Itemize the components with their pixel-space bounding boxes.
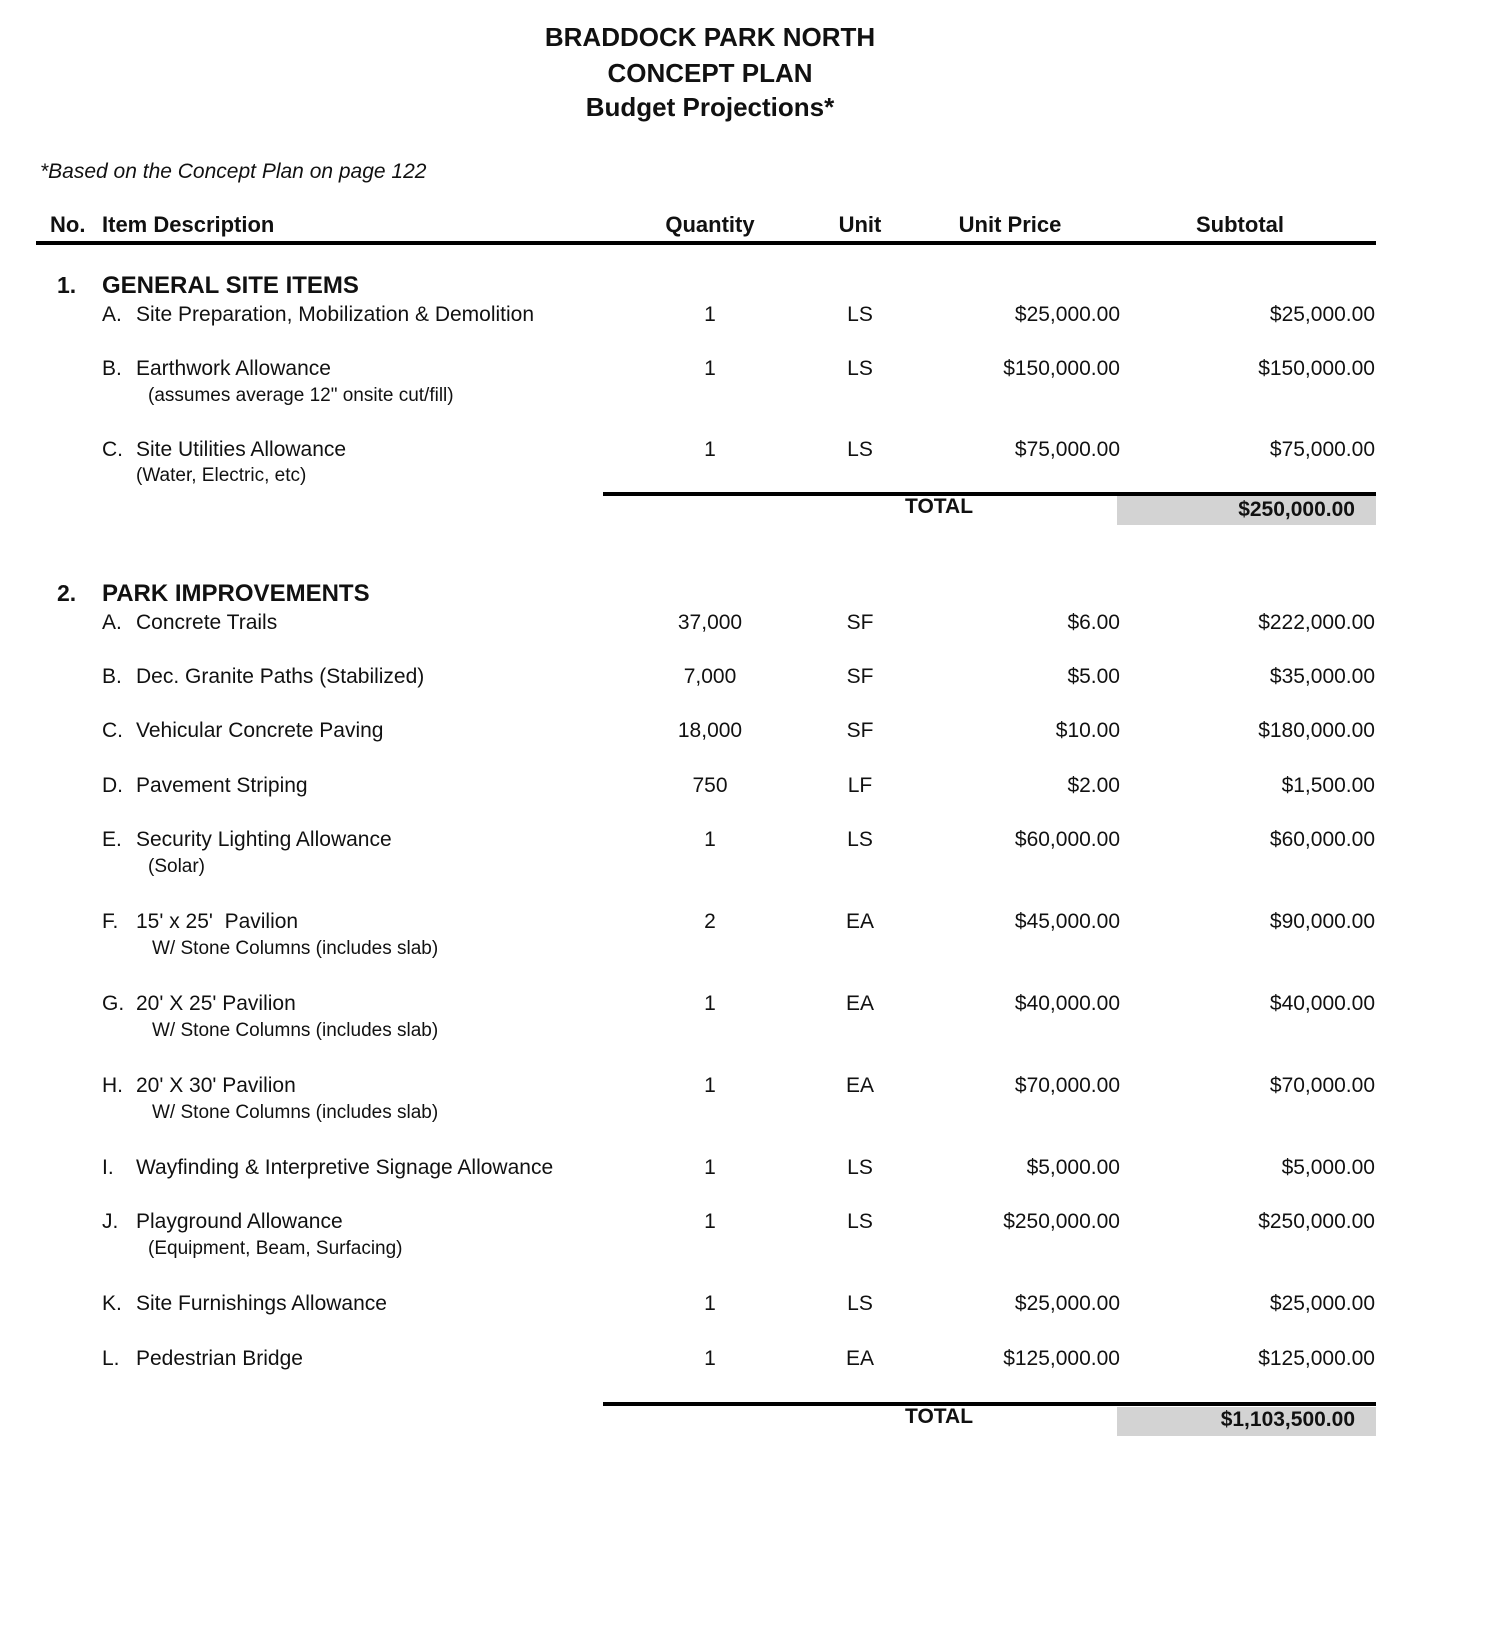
item-unit: SF (846, 719, 874, 742)
item-unit-price: $45,000.00 (1014, 910, 1120, 933)
item-description: Concrete Trails (136, 611, 278, 634)
item-subtotal: $70,000.00 (1269, 1074, 1375, 1097)
section-total-label: TOTAL (905, 1405, 974, 1428)
item-subtotal: $40,000.00 (1269, 992, 1375, 1015)
item-note: (assumes average 12" onsite cut/fill) (148, 385, 454, 406)
item-subtotal: $150,000.00 (1258, 357, 1375, 380)
item-quantity: 2 (704, 910, 716, 933)
item-note: (Equipment, Beam, Surfacing) (148, 1238, 403, 1259)
section-title: PARK IMPROVEMENTS (102, 580, 370, 607)
item-description: Playground Allowance (136, 1210, 343, 1233)
item-description: Site Utilities Allowance (136, 438, 347, 461)
item-unit: LS (847, 438, 873, 461)
item-quantity: 1 (704, 1074, 716, 1097)
table-row (0, 910, 1489, 970)
item-letter: J. (102, 1210, 119, 1233)
item-letter: L. (102, 1347, 120, 1370)
section-total-value: $250,000.00 (1238, 498, 1355, 521)
table-row (0, 357, 1489, 417)
item-unit-price: $25,000.00 (1014, 303, 1120, 326)
item-letter: B. (102, 665, 122, 688)
item-subtotal: $25,000.00 (1269, 303, 1375, 326)
item-unit-price: $2.00 (1067, 774, 1120, 797)
item-unit: LS (847, 357, 873, 380)
item-letter: C. (102, 719, 123, 742)
table-row (0, 303, 1489, 363)
section-total-label: TOTAL (905, 495, 974, 518)
item-description: Wayfinding & Interpretive Signage Allowance (136, 1156, 554, 1179)
item-description: Site Preparation, Mobilization & Demolition (136, 303, 535, 326)
item-description: Dec. Granite Paths (Stabilized) (136, 665, 425, 688)
col-header-description: Item Description (102, 212, 275, 237)
item-quantity: 7,000 (683, 665, 737, 688)
col-header-subtotal: Subtotal (1196, 212, 1284, 237)
item-description: Vehicular Concrete Paving (136, 719, 384, 742)
item-unit: SF (846, 611, 874, 634)
item-note: W/ Stone Columns (includes slab) (152, 1102, 439, 1123)
item-note: (Water, Electric, etc) (136, 465, 307, 486)
section-number: 1. (57, 272, 77, 298)
item-note: W/ Stone Columns (includes slab) (152, 1020, 439, 1041)
item-description: Pavement Striping (136, 774, 308, 797)
item-letter: B. (102, 357, 122, 380)
item-subtotal: $125,000.00 (1258, 1347, 1375, 1370)
item-unit-price: $25,000.00 (1014, 1292, 1120, 1315)
item-subtotal: $250,000.00 (1258, 1210, 1375, 1233)
item-subtotal: $222,000.00 (1258, 611, 1375, 634)
footnote: *Based on the Concept Plan on page 122 (40, 160, 427, 183)
item-description: 15' x 25' Pavilion (136, 910, 299, 933)
item-note: W/ Stone Columns (includes slab) (152, 938, 439, 959)
item-description: Pedestrian Bridge (136, 1347, 303, 1370)
item-quantity: 1 (704, 1210, 716, 1233)
item-letter: F. (102, 910, 119, 933)
item-letter: K. (102, 1292, 122, 1315)
item-quantity: 1 (704, 303, 716, 326)
item-unit: LS (847, 303, 873, 326)
item-quantity: 1 (704, 357, 716, 380)
col-header-quantity: Quantity (665, 212, 755, 237)
item-letter: A. (102, 611, 122, 634)
section-number: 2. (57, 580, 77, 606)
col-header-no: No. (50, 212, 86, 237)
item-quantity: 1 (704, 1292, 716, 1315)
item-description: Earthwork Allowance (136, 357, 331, 380)
item-description: 20' X 25' Pavilion (136, 992, 296, 1015)
item-unit-price: $125,000.00 (1003, 1347, 1120, 1370)
item-quantity: 1 (704, 828, 716, 851)
item-letter: A. (102, 303, 122, 326)
item-letter: I. (102, 1156, 114, 1179)
item-unit-price: $6.00 (1067, 611, 1120, 634)
item-quantity: 1 (704, 992, 716, 1015)
item-unit-price: $75,000.00 (1014, 438, 1120, 461)
table-row (0, 992, 1489, 1052)
item-subtotal: $35,000.00 (1269, 665, 1375, 688)
item-unit-price: $250,000.00 (1003, 1210, 1120, 1233)
item-unit: LS (847, 828, 873, 851)
item-quantity: 750 (692, 774, 728, 797)
item-quantity: 1 (704, 1156, 716, 1179)
item-subtotal: $180,000.00 (1258, 719, 1375, 742)
section-total-value: $1,103,500.00 (1220, 1408, 1355, 1431)
item-subtotal: $1,500.00 (1281, 774, 1375, 797)
item-quantity: 37,000 (677, 611, 743, 634)
item-unit-price: $5.00 (1067, 665, 1120, 688)
item-unit: LS (847, 1292, 873, 1315)
header-rule (36, 241, 1376, 245)
table-row (0, 611, 1489, 671)
document-title: BRADDOCK PARK NORTH (544, 22, 876, 52)
table-row (0, 828, 1489, 888)
item-unit-price: $150,000.00 (1003, 357, 1120, 380)
item-unit-price: $70,000.00 (1014, 1074, 1120, 1097)
item-subtotal: $25,000.00 (1269, 1292, 1375, 1315)
item-unit: LS (847, 1156, 873, 1179)
document-subtitle: CONCEPT PLAN (607, 58, 813, 88)
item-subtotal: $90,000.00 (1269, 910, 1375, 933)
table-row (0, 719, 1489, 779)
item-unit: EA (845, 1347, 874, 1370)
item-unit-price: $60,000.00 (1014, 828, 1120, 851)
col-header-unit: Unit (838, 212, 882, 237)
table-row (0, 774, 1489, 834)
item-unit: SF (846, 665, 874, 688)
table-row (0, 438, 1489, 498)
section-title: GENERAL SITE ITEMS (102, 272, 359, 299)
item-unit-price: $5,000.00 (1026, 1156, 1120, 1179)
item-unit: EA (845, 992, 874, 1015)
item-quantity: 18,000 (677, 719, 743, 742)
item-description: 20' X 30' Pavilion (136, 1074, 296, 1097)
table-row (0, 1156, 1489, 1216)
document-heading: Budget Projections* (585, 92, 835, 122)
item-subtotal: $60,000.00 (1269, 828, 1375, 851)
item-subtotal: $75,000.00 (1269, 438, 1375, 461)
total-rule (603, 1402, 1376, 1406)
item-quantity: 1 (704, 1347, 716, 1370)
item-letter: G. (102, 992, 125, 1015)
item-letter: H. (102, 1074, 123, 1097)
table-row (0, 1292, 1489, 1352)
item-description: Site Furnishings Allowance (136, 1292, 387, 1315)
item-unit: EA (845, 1074, 874, 1097)
item-note: (Solar) (148, 856, 206, 877)
item-letter: C. (102, 438, 123, 461)
item-unit: LF (847, 774, 873, 797)
item-description: Security Lighting Allowance (136, 828, 392, 851)
item-letter: D. (102, 774, 123, 797)
table-row (0, 665, 1489, 725)
item-quantity: 1 (704, 438, 716, 461)
item-letter: E. (102, 828, 122, 851)
table-row (0, 1074, 1489, 1134)
table-row (0, 1347, 1489, 1407)
item-subtotal: $5,000.00 (1281, 1156, 1375, 1179)
item-unit: LS (847, 1210, 873, 1233)
item-unit-price: $40,000.00 (1014, 992, 1120, 1015)
item-unit-price: $10.00 (1055, 719, 1120, 742)
col-header-unit-price: Unit Price (958, 212, 1062, 237)
table-row (0, 1210, 1489, 1270)
item-unit: EA (845, 910, 874, 933)
